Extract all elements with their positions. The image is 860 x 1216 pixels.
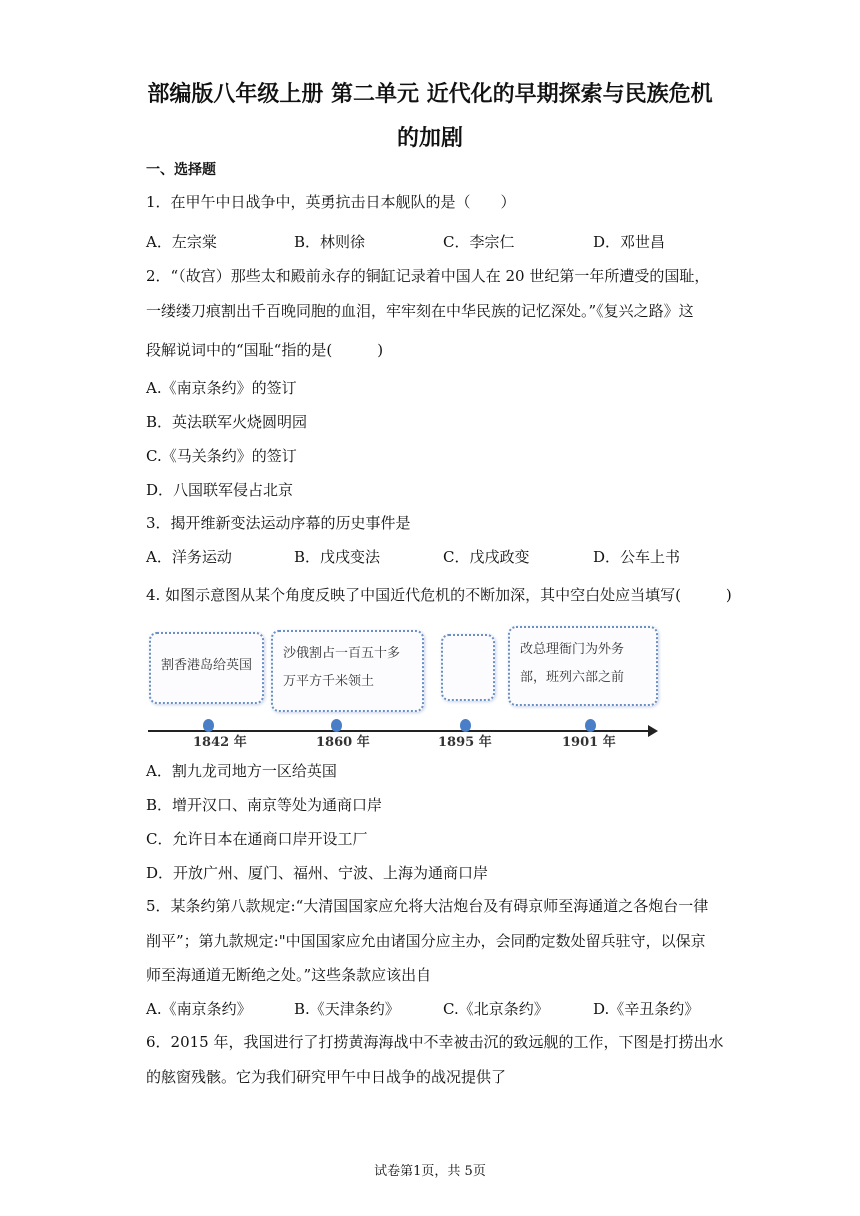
question-1-text: 1．在甲午中日战争中，英勇抗击日本舰队的是（ ） <box>146 193 516 211</box>
question-4-option-a: A．割九龙司地方一区给英国 <box>146 762 337 780</box>
timeline-year-1860: 1860 年 <box>316 735 370 750</box>
page-footer: 试卷第1页，共 5页 <box>374 1164 486 1179</box>
question-2-text-line2: 一缕缕刀痕割出千百晚同胞的血泪，牢牢刻在中华民族的记忆深处。”《复兴之路》这 <box>146 302 694 320</box>
document-title-line2: 的加剧 <box>396 126 463 151</box>
question-3-text: 3．揭开维新变法运动序幕的历史事件是 <box>146 514 411 532</box>
question-1-option-c: C．李宗仁 <box>443 233 515 251</box>
question-5-option-c: C.《北京条约》 <box>443 1000 549 1018</box>
timeline-box-1895-blank <box>441 634 495 701</box>
question-4-option-d: D．开放广州、厦门、福州、宁波、上海为通商口岸 <box>146 864 489 882</box>
timeline-box-1901: 改总理衙门为外务部，班列六部之前 <box>508 626 658 706</box>
timeline-box-1860: 沙俄割占一百五十多万平方千米领土 <box>271 630 424 712</box>
question-5-text-line2: 削平”；第九款规定:"中国国家应允由诸国分应主办，会同酌定数处留兵驻守，以保京 <box>146 932 706 950</box>
question-2-text-line1: 2．“（故宫）那些太和殿前永存的铜缸记录着中国人在 20 世纪第一年所遭受的国耻， <box>146 267 710 285</box>
question-5-option-b: B.《天津条约》 <box>294 1000 400 1018</box>
question-2-text-line3: 段解说词中的“国耻“指的是( ) <box>146 341 384 359</box>
timeline-arrow-icon <box>648 725 658 737</box>
question-6-text-line2: 的舷窗残骸。它为我们研究甲午中日战争的战况提供了 <box>146 1068 507 1086</box>
question-3-option-c: C．戊戌政变 <box>443 548 530 566</box>
question-5-option-a: A.《南京条约》 <box>146 1000 252 1018</box>
question-3-option-b: B．戊戌变法 <box>294 548 381 566</box>
question-4-option-c: C．允许日本在通商口岸开设工厂 <box>146 830 368 848</box>
question-1-option-d: D．邓世昌 <box>593 233 666 251</box>
document-title-line1: 部编版八年级上册 第二单元 近代化的早期探索与民族危机 <box>147 82 713 107</box>
question-3-option-a: A．洋务运动 <box>146 548 232 566</box>
timeline-box-1842: 割香港岛给英国 <box>149 632 264 704</box>
question-5-option-d: D.《辛丑条约》 <box>593 1000 700 1018</box>
question-2-option-c: C.《马关条约》的签订 <box>146 447 297 465</box>
question-4-option-b: B．增开汉口、南京等处为通商口岸 <box>146 796 383 814</box>
question-2-option-a: A.《南京条约》的签订 <box>146 379 297 397</box>
question-6-text-line1: 6．2015 年，我国进行了打捞黄海海战中不幸被击沉的致远舰的工作，下图是打捞出水 <box>146 1033 724 1051</box>
question-5-text-line3: 师至海通道无断绝之处。”这些条款应该出自 <box>146 966 432 984</box>
timeline-year-1901: 1901 年 <box>562 735 616 750</box>
question-5-text-line1: 5．某条约第八款规定:“大清国国家应允将大沽炮台及有碍京师至海通道之各炮台一律 <box>146 897 709 915</box>
question-2-option-b: B．英法联军火烧圆明园 <box>146 413 308 431</box>
question-3-option-d: D．公车上书 <box>593 548 681 566</box>
timeline-year-1842: 1842 年 <box>193 735 247 750</box>
timeline-year-1895: 1895 年 <box>438 735 492 750</box>
question-1-option-b: B．林则徐 <box>294 233 366 251</box>
section-heading: 一、选择题 <box>146 162 216 178</box>
question-2-option-d: D．八国联军侵占北京 <box>146 481 294 499</box>
question-1-option-a: A．左宗棠 <box>146 233 217 251</box>
question-4-text: 4. 如图示意图从某个角度反映了中国近代危机的不断加深，其中空白处应当填写( ) <box>146 586 732 604</box>
